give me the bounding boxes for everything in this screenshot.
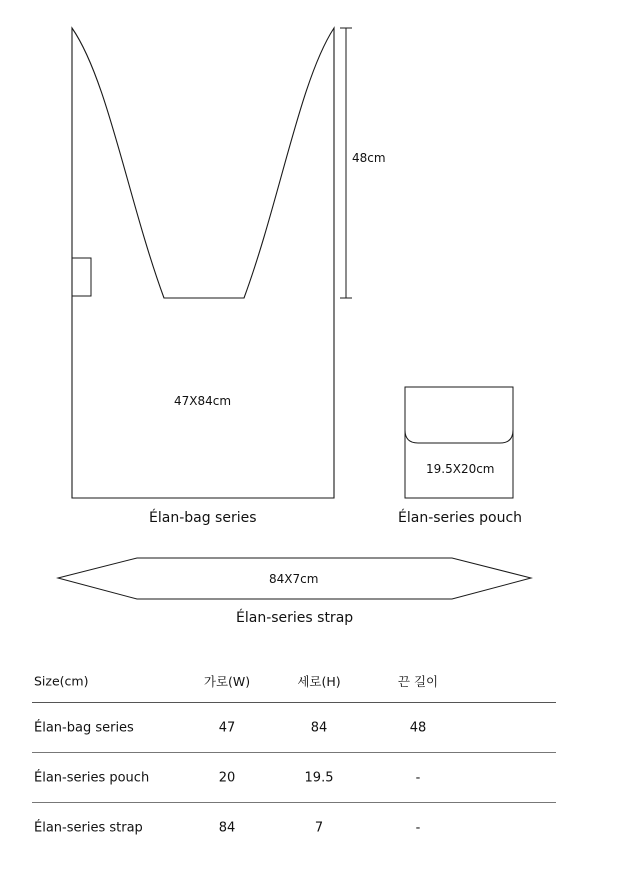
table-row [32, 703, 556, 753]
row-strap-length: - [415, 770, 421, 785]
row-height: 84 [310, 720, 328, 735]
table-row [32, 753, 556, 803]
row-name: Élan-bag series [34, 720, 134, 735]
header-strap-length: 끈 길이 [397, 674, 439, 689]
bag-height-dimension [340, 28, 352, 298]
row-strap-length: - [415, 820, 421, 835]
pouch-size-label: 19.5X20cm [426, 462, 495, 476]
row-name: Élan-series pouch [34, 770, 150, 785]
size-table-header [32, 660, 556, 703]
bag-outline [72, 28, 334, 498]
bag-side-tab [72, 258, 91, 296]
row-width: 84 [218, 820, 236, 835]
pouch-outline [405, 387, 513, 498]
bag-height-label: 48cm [352, 151, 386, 165]
size-table [32, 660, 556, 852]
strap-size-label: 84X7cm [269, 572, 319, 586]
row-width: 47 [218, 720, 236, 735]
header-width: 가로(W) [203, 674, 251, 689]
header-size: Size(cm) [34, 673, 89, 689]
table-row [32, 803, 556, 852]
bag-size-label: 47X84cm [174, 394, 232, 408]
header-height: 세로(H) [297, 674, 341, 689]
row-width: 20 [218, 770, 236, 785]
strap-caption: Élan-series strap [236, 610, 354, 626]
row-name: Élan-series strap [34, 820, 143, 835]
row-height: 7 [314, 820, 324, 835]
row-height: 19.5 [304, 770, 334, 785]
pouch-caption: Élan-series pouch [398, 510, 523, 526]
row-strap-length: 48 [409, 720, 427, 735]
bag-caption: Élan-bag series [149, 510, 257, 526]
